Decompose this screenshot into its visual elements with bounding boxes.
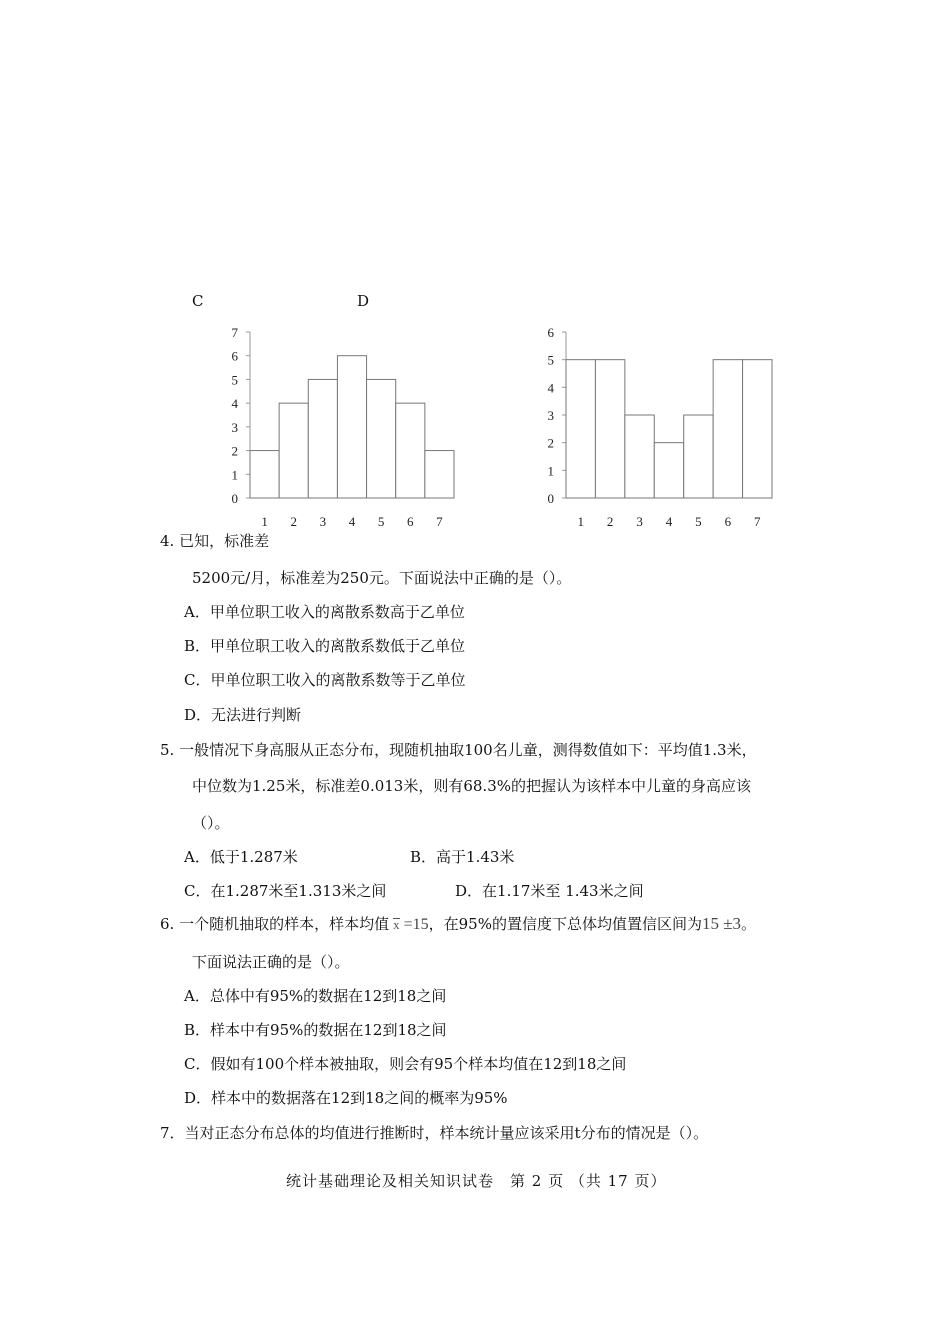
chart-c-y-tick-label: 3: [231, 419, 238, 435]
q5-option-c: C．在1.287米至1.313米之间: [184, 882, 387, 900]
chart-d-bar: [743, 360, 772, 498]
chart-c: [210, 318, 470, 533]
q6-stem-mid: ，在95%的置信度下总体均值置信区间为: [428, 915, 702, 933]
chart-c-bar: [337, 356, 366, 498]
chart-c-y-tick-label: 4: [231, 396, 238, 412]
chart-c-x-tick-label: 6: [407, 514, 414, 529]
chart-c-y-tick-label: 7: [231, 325, 238, 340]
chart-d-bar: [654, 443, 683, 498]
q4-option-d: D．无法进行判断: [184, 706, 302, 724]
chart-d-bar: [684, 415, 713, 498]
chart-c-bar: [279, 403, 308, 498]
q6-option-a: A．总体中有95%的数据在12到18之间: [184, 987, 447, 1005]
chart-c-y-tick-label: 6: [231, 348, 238, 364]
q6-mean-eq: =15: [403, 916, 429, 933]
q6-option-c: C．假如有100个样本被抽取，则会有95个样本均值在12到18之间: [184, 1055, 627, 1073]
chart-d: [528, 318, 788, 533]
q6-stem-pre: 6. 一个随机抽取的样本，样本均值: [160, 915, 390, 933]
q5-stem-line3: （）。: [192, 814, 230, 832]
chart-c-x-tick-label: 3: [319, 514, 327, 529]
chart-d-bar: [713, 360, 742, 498]
chart-c-y-tick-label: 0: [231, 491, 238, 506]
q4-option-b: B．甲单位职工收入的离散系数低于乙单位: [184, 637, 466, 655]
q6-option-d: D．样本中的数据落在12到18之间的概率为95%: [184, 1089, 508, 1107]
chart-d-bar: [595, 360, 624, 498]
q4-stem-line2: 5200元/月，标准差为250元。下面说法中正确的是（）。: [192, 569, 572, 587]
chart-d-label: D: [357, 292, 370, 310]
chart-d-bar: [566, 360, 595, 498]
chart-d-bar: [625, 415, 654, 498]
q5-option-b: B．高于1.43米: [410, 848, 515, 866]
chart-c-x-tick-label: 1: [261, 514, 268, 529]
q7-stem: 7．当对正态分布总体的均值进行推断时，样本统计量应该采用t分布的情况是（）。: [160, 1124, 709, 1142]
q5-stem-line2: 中位数为1.25米，标准差0.013米，则有68.3%的把握认为该样本中儿童的身高应该: [192, 777, 751, 795]
q5-stem-line1: 5. 一般情况下身高服从正态分布，现随机抽取100名儿童，测得数值如下：平均值1.3米，: [160, 741, 757, 759]
chart-d-x-tick-label: 5: [695, 514, 702, 529]
q6-stem-line2: 下面说法正确的是（）。: [192, 953, 350, 971]
chart-d-y-tick-label: 1: [547, 463, 554, 479]
chart-c-x-tick-label: 5: [377, 514, 385, 529]
q6-stem-end: 。: [741, 915, 757, 933]
q4-option-a: A．甲单位职工收入的离散系数高于乙单位: [184, 603, 465, 621]
chart-d-x-tick-label: 2: [606, 514, 614, 529]
chart-c-y-tick-label: 1: [231, 467, 238, 483]
q6-xbar: x: [393, 917, 400, 932]
chart-d-y-tick-label: 2: [547, 435, 554, 451]
chart-c-bar: [396, 403, 425, 498]
chart-d-y-tick-label: 6: [547, 325, 554, 340]
q6-interval: 15 ±3: [701, 914, 742, 933]
chart-d-x-tick-label: 6: [724, 514, 732, 529]
chart-c-y-tick-label: 5: [231, 372, 238, 388]
chart-d-x-tick-label: 4: [665, 514, 673, 529]
chart-d-x-tick-label: 1: [577, 514, 584, 529]
chart-d-y-tick-label: 5: [547, 352, 554, 368]
chart-c-bar: [425, 451, 454, 498]
page-footer: 统计基础理论及相关知识试卷 第 2 页 （共 17 页）: [286, 1172, 667, 1190]
chart-d-x-tick-label: 3: [636, 514, 643, 529]
chart-d-y-tick-label: 0: [547, 491, 554, 506]
chart-d-y-tick-label: 4: [547, 380, 554, 396]
q5-option-a: A．低于1.287米: [184, 848, 298, 866]
chart-d-x-tick-label: 7: [754, 514, 761, 529]
q4-stem-line1: 4. 已知，标准差: [160, 532, 270, 550]
chart-c-x-tick-label: 4: [348, 514, 356, 529]
chart-c-x-tick-label: 7: [436, 514, 443, 529]
q5-option-d: D．在1.17米至 1.43米之间: [455, 882, 644, 900]
chart-c-x-tick-label: 2: [290, 514, 297, 529]
chart-c-bar: [250, 451, 279, 498]
chart-c-bar: [367, 379, 396, 498]
chart-c-bar: [308, 379, 337, 498]
chart-d-y-tick-label: 3: [547, 408, 554, 423]
q6-option-b: B．样本中有95%的数据在12到18之间: [184, 1021, 447, 1039]
chart-c-y-tick-label: 2: [231, 443, 238, 459]
chart-c-label: C: [192, 292, 204, 310]
q4-option-c: C．甲单位职工收入的离散系数等于乙单位: [184, 671, 466, 689]
q6-stem-line1: [160, 914, 756, 935]
